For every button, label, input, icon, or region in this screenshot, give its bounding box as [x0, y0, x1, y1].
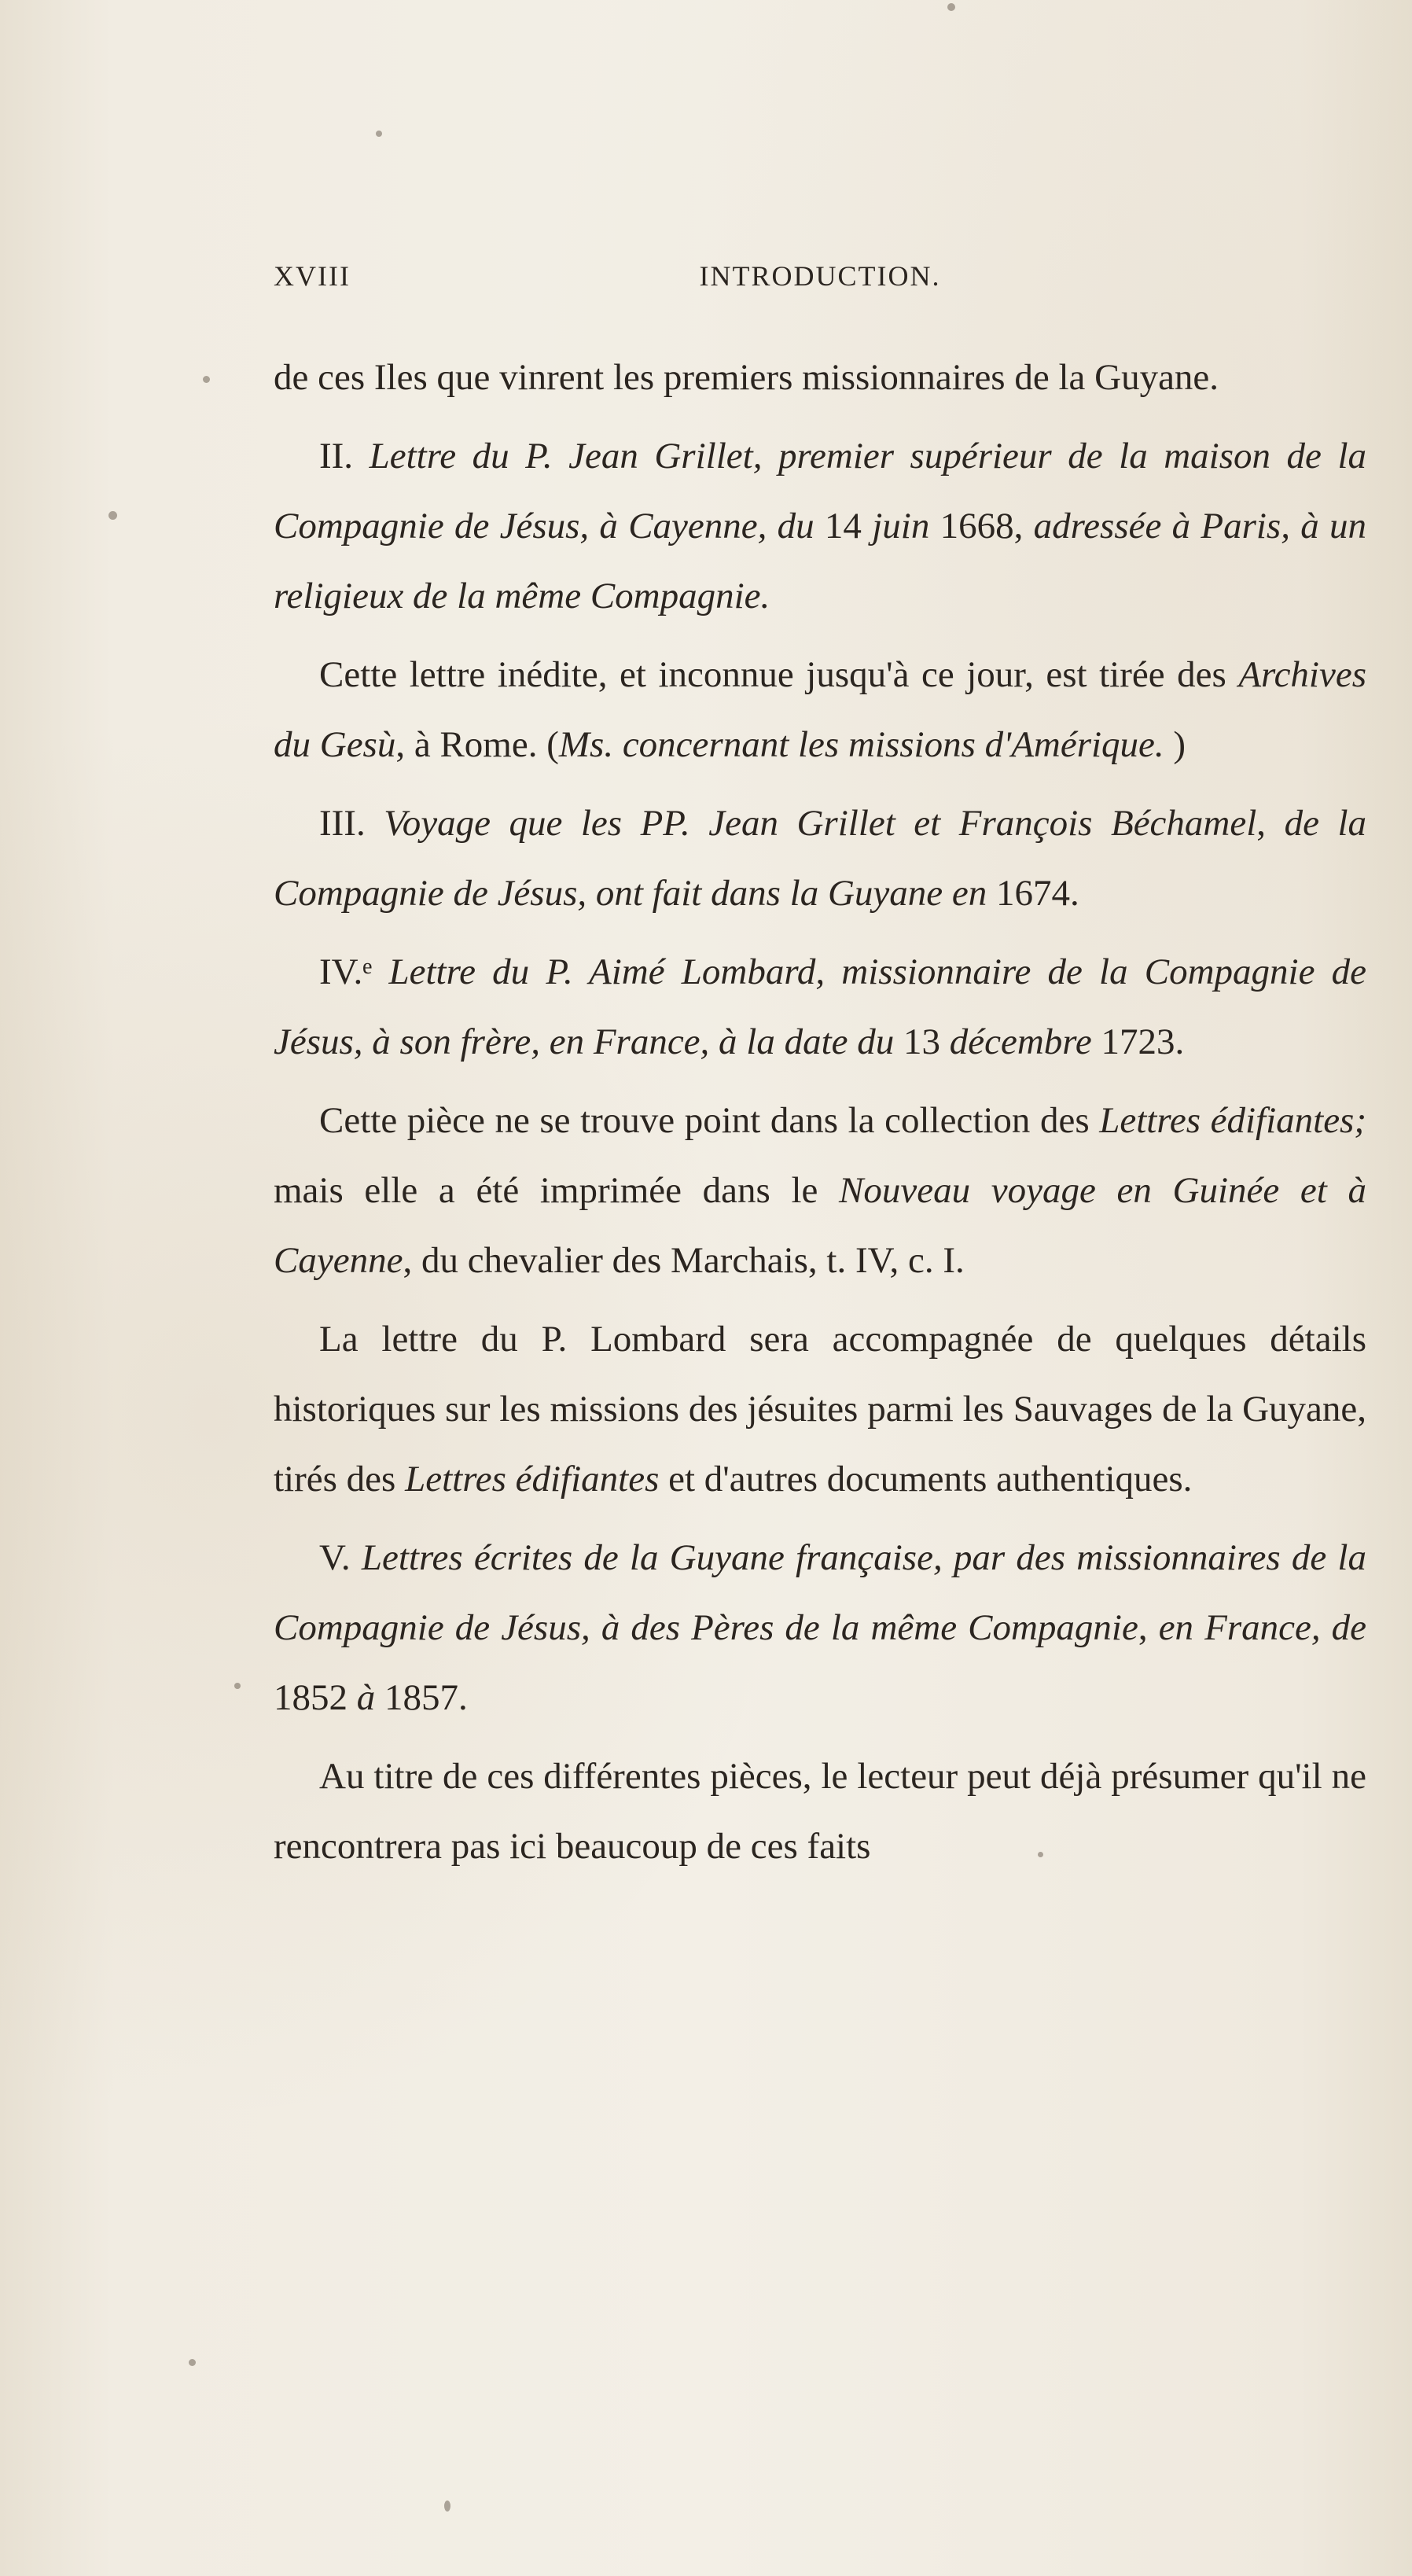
paragraph-item-II: [274, 421, 1366, 631]
text-run: 1852: [274, 1677, 357, 1718]
paper-speck: [203, 376, 210, 383]
italic-text-run: de la Compagnie de Jésus, ont fait dans la Guyane en: [274, 803, 1367, 914]
italic-text-run: Lettres écrites de la Guyane française, par des missionnaires de la Compagnie de Jésus, à des Pères de la même Compagnie: [274, 1537, 1366, 1648]
running-title: INTRODUCTION.: [699, 260, 941, 292]
text-run: 1668,: [939, 506, 1034, 546]
text-run: 14: [824, 506, 873, 546]
text-run: mais elle a été imprimée dans le: [274, 1170, 840, 1211]
text-run: , du chevalier des Marchais, t. IV, c. I.: [403, 1240, 965, 1281]
page-header: [274, 259, 1366, 307]
text-run: de ces Iles que vinrent les premiers missionnaires de la Guyane.: [274, 357, 1219, 398]
italic-text-run: Voyage que les PP. Jean Grillet et François Béchamel: [384, 803, 1257, 844]
italic-text-run: adressée à Paris, à un religieux de la même Compagnie.: [274, 506, 1367, 616]
text-run: , à Rome. (: [395, 724, 559, 765]
text-run: Au titre de ces différentes pièces, le lecteur peut déjà présumer qu'il ne rencontrera pas ici beaucoup de ces faits: [274, 1756, 1366, 1867]
italic-text-run: Lettres édifiantes: [405, 1459, 660, 1500]
paper-speck: [108, 511, 117, 520]
italic-text-run: Lettre du P. Aimé Lombard, missionnaire de la Compagnie de Jésus, à son frère, en France, à la date du: [274, 951, 1366, 1062]
italic-text-run: juin: [872, 506, 940, 546]
paper-speck: [444, 2501, 450, 2512]
text-run: et d'autres documents authentiques.: [659, 1459, 1193, 1500]
text-run: Cette pièce ne se trouve point dans la collection des: [319, 1100, 1100, 1141]
text-run: V.: [319, 1537, 362, 1578]
text-run: Cette lettre inédite, et inconnue jusqu'à ce jour, est tirée des: [319, 654, 1239, 695]
page-number: XVIII: [274, 260, 351, 292]
italic-text-run: à: [356, 1677, 384, 1718]
paper-speck: [234, 1683, 241, 1689]
text-run: 13: [903, 1021, 950, 1062]
italic-text-run: Ms. concernant les missions d'Amérique.: [558, 724, 1164, 765]
text-run: III.: [319, 803, 384, 844]
italic-text-run: Archives du Gesù: [274, 654, 1366, 765]
text-run: II.: [319, 436, 370, 477]
paragraph-continuation: [274, 343, 1366, 413]
paragraph-item-V: [274, 1523, 1366, 1733]
paper-speck: [376, 131, 382, 137]
italic-text-run: Nouveau voyage en Guinée et à Cayenne: [274, 1170, 1367, 1281]
paper-speck: [189, 2359, 196, 2366]
paragraph-item-IV: [274, 937, 1366, 1077]
italic-text-run: Lettre du P. Jean Grillet, premier supérieur de la maison de la Compagnie de Jésus, à Cayenne, du: [274, 436, 1366, 546]
paper-speck: [1038, 1852, 1043, 1857]
text-run: IV.ᵉ: [319, 951, 389, 992]
body-text: [274, 343, 1366, 1890]
text-run: La lettre du P. Lombard sera accompagnée de quelques détails historiques sur les missions des jésuites parmi les Sauvages de la Guyane, tirés des: [274, 1319, 1366, 1500]
italic-text-run: en France, de: [1158, 1607, 1367, 1648]
paragraph-note-IV-b: [274, 1305, 1366, 1514]
text-run: 1674.: [995, 873, 1079, 914]
text-run: 1723.: [1101, 1021, 1185, 1062]
italic-text-run: décembre: [949, 1021, 1101, 1062]
paper-speck: [947, 3, 955, 11]
text-run: ,: [1256, 803, 1285, 844]
paragraph-note-II: [274, 640, 1366, 780]
paragraph-note-IV: [274, 1086, 1366, 1296]
text-run: 1857.: [384, 1677, 468, 1718]
text-run: ): [1164, 724, 1186, 765]
italic-text-run: Lettres édifiantes;: [1099, 1100, 1366, 1141]
paragraph-closing: [274, 1742, 1366, 1882]
text-run: ,: [1138, 1607, 1159, 1648]
paragraph-item-III: [274, 789, 1366, 929]
